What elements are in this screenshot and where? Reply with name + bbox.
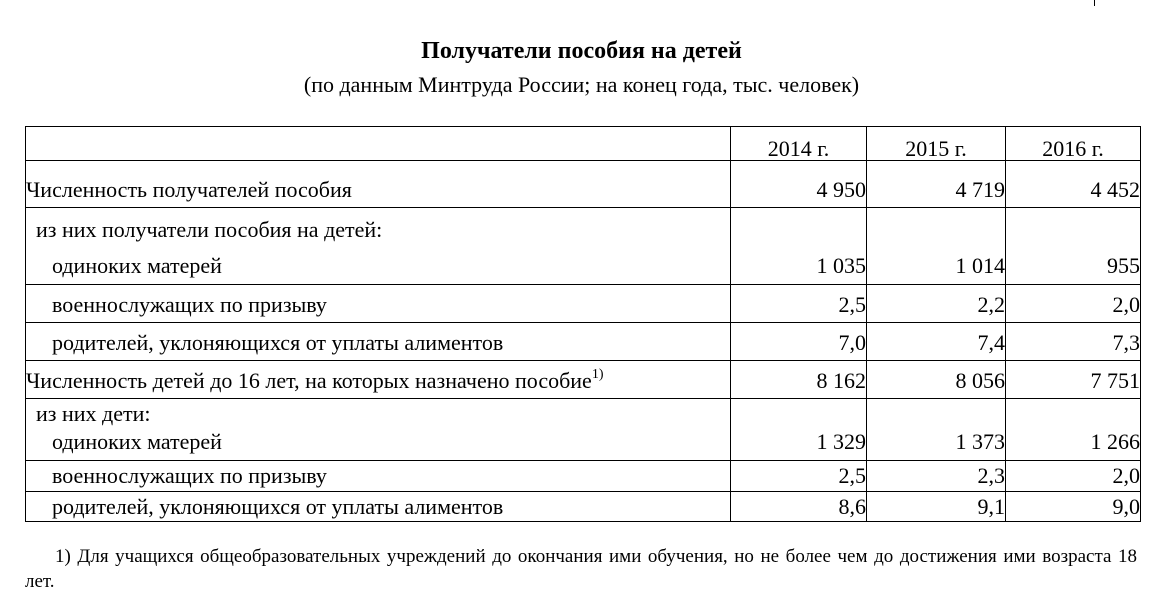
row-label: одиноких матерей [52, 253, 222, 278]
table-row [26, 208, 1141, 285]
row-label-cell [26, 285, 731, 323]
cell-2014: 1 329 [731, 399, 867, 461]
table-row [26, 161, 1141, 208]
row-label: Численность получателей пособия [26, 161, 731, 208]
cell-2014: 2,5 [731, 285, 867, 323]
cell-2015: 7,4 [867, 323, 1006, 361]
row-label-cell [26, 323, 731, 361]
cell-2014: 4 950 [731, 161, 867, 208]
table-row [26, 323, 1141, 361]
cell-2015: 8 056 [867, 361, 1006, 399]
cell-2014: 8,6 [731, 492, 867, 522]
cell-2016: 2,0 [1006, 461, 1141, 492]
cell-2015: 9,1 [867, 492, 1006, 522]
row-label-group [26, 208, 731, 285]
row-label: одиноких матерей [52, 429, 222, 454]
row-group-heading: из них получатели пособия на детей: [36, 217, 383, 242]
row-label-cell [26, 492, 731, 522]
cell-2016: 9,0 [1006, 492, 1141, 522]
row-label-cell [26, 461, 731, 492]
cell-2015: 2,2 [867, 285, 1006, 323]
table-row [26, 461, 1141, 492]
cell-2015: 4 719 [867, 161, 1006, 208]
footnote-marker: 1) [591, 367, 604, 382]
cell-2014: 7,0 [731, 323, 867, 361]
column-header-2014: 2014 г. [731, 127, 867, 161]
cell-2016: 955 [1006, 208, 1141, 285]
cell-2016: 1 266 [1006, 399, 1141, 461]
table-header-row [26, 127, 1141, 161]
cell-2014: 2,5 [731, 461, 867, 492]
cell-2016: 2,0 [1006, 285, 1141, 323]
table-title: Получатели пособия на детей [421, 38, 742, 64]
corner-mark [1094, 0, 1095, 6]
cell-2016: 4 452 [1006, 161, 1141, 208]
row-group-heading: из них дети: [36, 401, 151, 426]
table-subtitle: (по данным Минтруда России; на конец года, тыс. человек) [303, 72, 860, 97]
cell-2014: 1 035 [731, 208, 867, 285]
row-label: родителей, уклоняющихся от уплаты алиментов [52, 330, 504, 355]
cell-2016: 7,3 [1006, 323, 1141, 361]
data-table [25, 126, 1141, 522]
row-label: Численность детей до 16 лет, на которых назначено пособие [26, 368, 592, 393]
header-empty-cell [26, 127, 731, 161]
row-label: военнослужащих по призыву [52, 463, 327, 488]
cell-2015: 1 373 [867, 399, 1006, 461]
table-row [26, 492, 1141, 522]
row-label-cell [26, 361, 731, 399]
table-row [26, 285, 1141, 323]
cell-2016: 7 751 [1006, 361, 1141, 399]
column-header-2016: 2016 г. [1006, 127, 1141, 161]
table-row [26, 361, 1141, 399]
cell-2014: 8 162 [731, 361, 867, 399]
row-label: военнослужащих по призыву [52, 292, 327, 317]
table-row [26, 399, 1141, 461]
cell-2015: 2,3 [867, 461, 1006, 492]
column-header-2015: 2015 г. [867, 127, 1006, 161]
row-label: родителей, уклоняющихся от уплаты алиментов [52, 494, 504, 519]
footnote: 1) Для учащихся общеобразовательных учреждений до окончания ими обучения, но не более чем до достижения ими возраста 18 лет. [25, 546, 1137, 592]
row-label-group [26, 399, 731, 461]
cell-2015: 1 014 [867, 208, 1006, 285]
